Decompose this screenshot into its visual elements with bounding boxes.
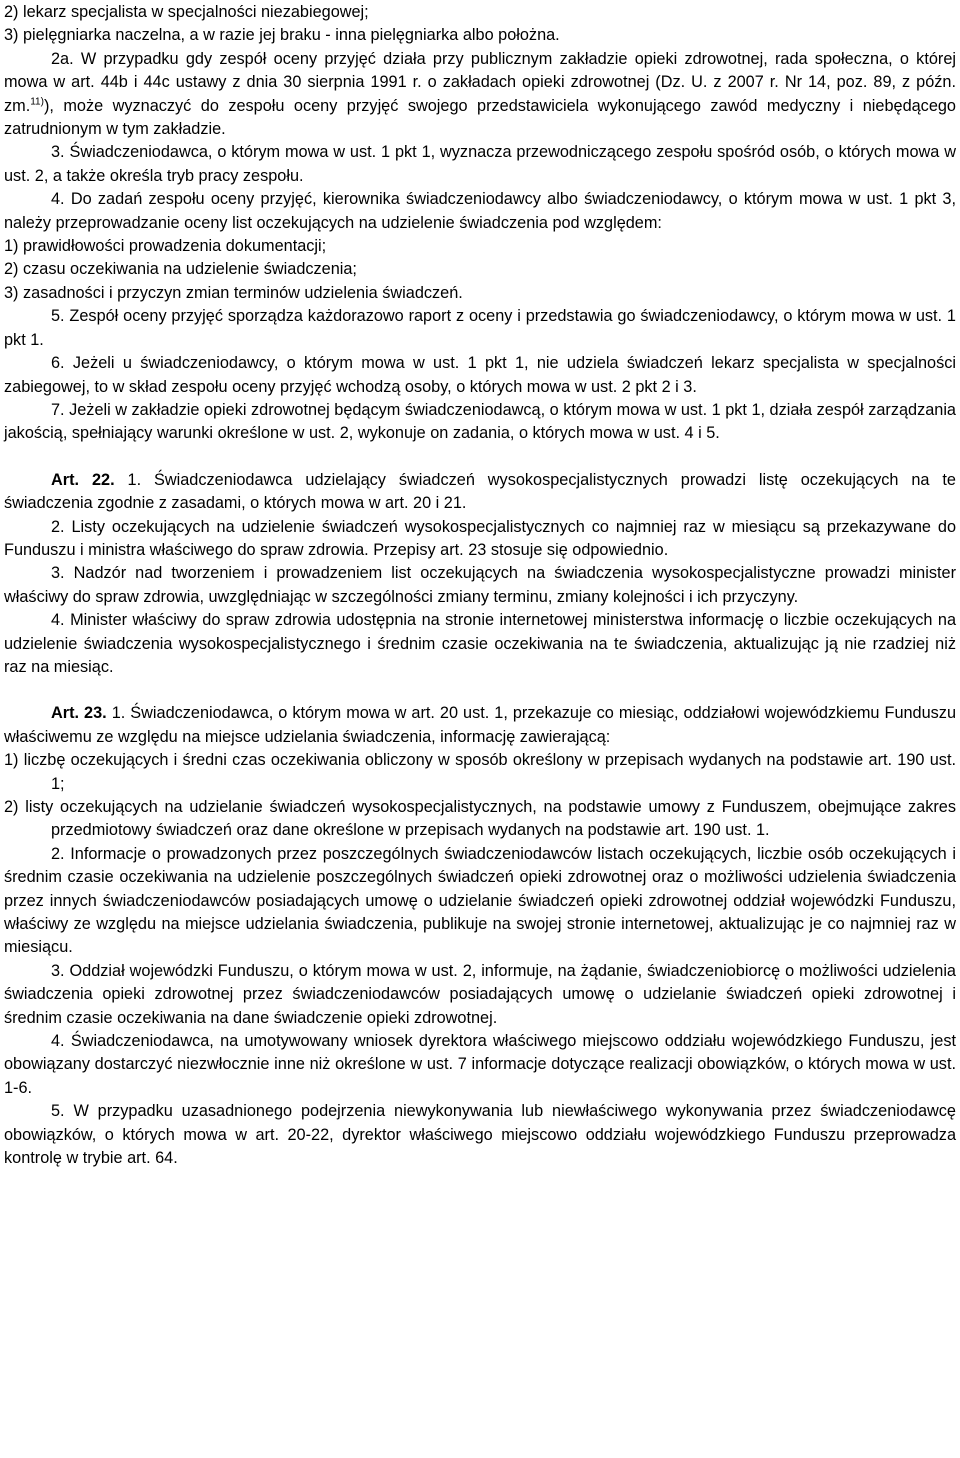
list-item: 3) zasadności i przyczyn zmian terminów udzielenia świadczeń. [4, 283, 463, 302]
paragraph-text: 1. Świadczeniodawca udzielający świadczeń wysokospecjalistycznych prowadzi listę oczekujących na te świadczenia zgodnie z zasadami, o których mowa w art. 20 i 21. [4, 470, 956, 513]
paragraph: 4. Świadczeniodawca, na umotywowany wniosek dyrektora właściwego miejscowo oddziału wojewódzkiego Funduszu, jest obowiązany dostarczyć niezwłocznie inne niż określone w ust. 7 informacje dotyczące realizacji obowiązków, o których mowa w ust. 1-6. [4, 1032, 956, 1097]
list-item: 2) listy oczekujących na udzielanie świadczeń wysokospecjalistycznych, na podstawie umowy z Funduszem, obejmujące zakres przedmiotowy świadczeń oraz dane określone w przepisach wydanych na podstawie art. 190 ust. 1. [4, 798, 956, 840]
article-23 [4, 702, 956, 749]
paragraph-2a [4, 48, 956, 142]
paragraph: 7. Jeżeli w zakładzie opieki zdrowotnej będącym świadczeniodawcą, o którym mowa w ust. 1 pkt 1, działa zespół zarządzania jakością, spełniający warunki określone w ust. 2, wykonuje on zadania, o których mowa w ust. 4 i 5. [4, 400, 956, 443]
paragraph: 6. Jeżeli u świadczeniodawcy, o którym mowa w ust. 1 pkt 1, nie udziela świadczeń lekarz specjalista w specjalności zabiegowej, to w skład zespołu oceny przyjęć wchodzą osoby, o których mowa w ust. 2 pkt 2 i 3. [4, 354, 956, 396]
paragraph: 2. Informacje o prowadzonych przez poszczególnych świadczeniodawców listach oczekujących, liczbie osób oczekujących i średnim czasie oczekiwania na udzielenie poszczególnych świadczeń opieki zdrowotnej oraz o możliwości udzielenia świadczenia przez innych świadczeniodawców posiadających umowę o udzielanie świadczeń opieki zdrowotnej oddział wojewódzki Funduszu, właściwy ze względu na miejsce udzielania świadczenia, publikuje na swojej stronie internetowej, aktualizując je co najmniej raz w miesiącu. [4, 844, 956, 957]
paragraph-text: 2a. W przypadku gdy zespół oceny przyjęć działa przy publicznym zakładzie opieki zdrowotnej, rada społeczna, o której mowa w art. 44b i 44c ustawy z dnia 30 sierpnia 1991 r. o zakładach opieki zdrowotnej (Dz. U. z 2007 r. Nr 14, poz. 89, z późn. zm. [4, 49, 956, 115]
paragraph-text: ), może wyznaczyć do zespołu oceny przyjęć swojego przedstawiciela wykonującego zawód medyczny i niebędącego zatrudnionym w tym zakładzie. [4, 96, 956, 139]
paragraph: 3. Świadczeniodawca, o którym mowa w ust. 1 pkt 1, wyznacza przewodniczącego zespołu spośród osób, o których mowa w ust. 2, a także określa tryb pracy zespołu. [4, 143, 956, 185]
article-number: Art. 22. [51, 470, 115, 489]
paragraph: 2. Listy oczekujących na udzielenie świadczeń wysokospecjalistycznych co najmniej raz w miesiącu są przekazywane do Funduszu i ministra właściwego do spraw zdrowia. Przepisy art. 23 stosuje się odpowiednio. [4, 517, 956, 559]
list-item: 1) prawidłowości prowadzenia dokumentacji; [4, 237, 327, 256]
spacer [4, 446, 956, 469]
paragraph: 4. Minister właściwy do spraw zdrowia udostępnia na stronie internetowej ministerstwa informację o liczbie oczekujących na udzielenie świadczenia wysokospecjalistycznego i średnim czasie oczekiwania na te świadczenia, aktualizując ją nie rzadziej niż raz na miesiąc. [4, 611, 956, 676]
list-item: 2) czasu oczekiwania na udzielenie świadczenia; [4, 260, 357, 279]
paragraph: 5. W przypadku uzasadnionego podejrzenia niewykonywania lub niewłaściwego wykonywania przez świadczeniodawcę obowiązków, o których mowa w art. 20-22, dyrektor właściwego miejscowo oddziału wojewódzkiego Funduszu przeprowadza kontrolę w trybie art. 64. [4, 1102, 956, 1168]
list-item: 1) liczbę oczekujących i średni czas oczekiwania obliczony w sposób określony w przepisach wydanych na podstawie art. 190 ust. 1; [4, 751, 956, 793]
paragraph: 3. Nadzór nad tworzeniem i prowadzeniem list oczekujących na świadczenia wysokospecjalistyczne prowadzi minister właściwy do spraw zdrowia, uwzględniając w szczególności zmiany terminu, zmiany kolejności i ich przyczyny. [4, 564, 956, 606]
paragraph-text: 1. Świadczeniodawca, o którym mowa w art. 20 ust. 1, przekazuje co miesiąc, oddziałowi wojewódzkiemu Funduszu właściwemu ze względu na miejsce udzielania świadczenia, informację zawierającą: [4, 704, 956, 746]
article-22 [4, 469, 956, 516]
list-item: 2) lekarz specjalista w specjalności niezabiegowej; [4, 3, 369, 21]
paragraph: 4. Do zadań zespołu oceny przyjęć, kierownika świadczeniodawcy albo świadczeniodawcy, o którym mowa w ust. 1 pkt 3, należy przeprowadzanie oceny list oczekujących na udzielenie świadczenia pod względem: [4, 190, 956, 232]
article-number: Art. 23. [51, 704, 107, 723]
footnote-ref: 11) [30, 96, 44, 108]
spacer [4, 679, 956, 702]
paragraph: 3. Oddział wojewódzki Funduszu, o którym mowa w ust. 2, informuje, na żądanie, świadczeniobiorcę o możliwości udzielenia świadczenia opieki zdrowotnej przez świadczeniodawców posiadających umowę o udzielanie świadczeń opieki zdrowotnej i średnim czasie oczekiwania na dane świadczenie opieki zdrowotnej. [4, 961, 956, 1027]
paragraph: 5. Zespół oceny przyjęć sporządza każdorazowo raport z oceny i przedstawia go świadczeniodawcy, o którym mowa w ust. 1 pkt 1. [4, 307, 956, 349]
list-item: 3) pielęgniarka naczelna, a w razie jej braku - inna pielęgniarka albo położna. [4, 26, 560, 45]
